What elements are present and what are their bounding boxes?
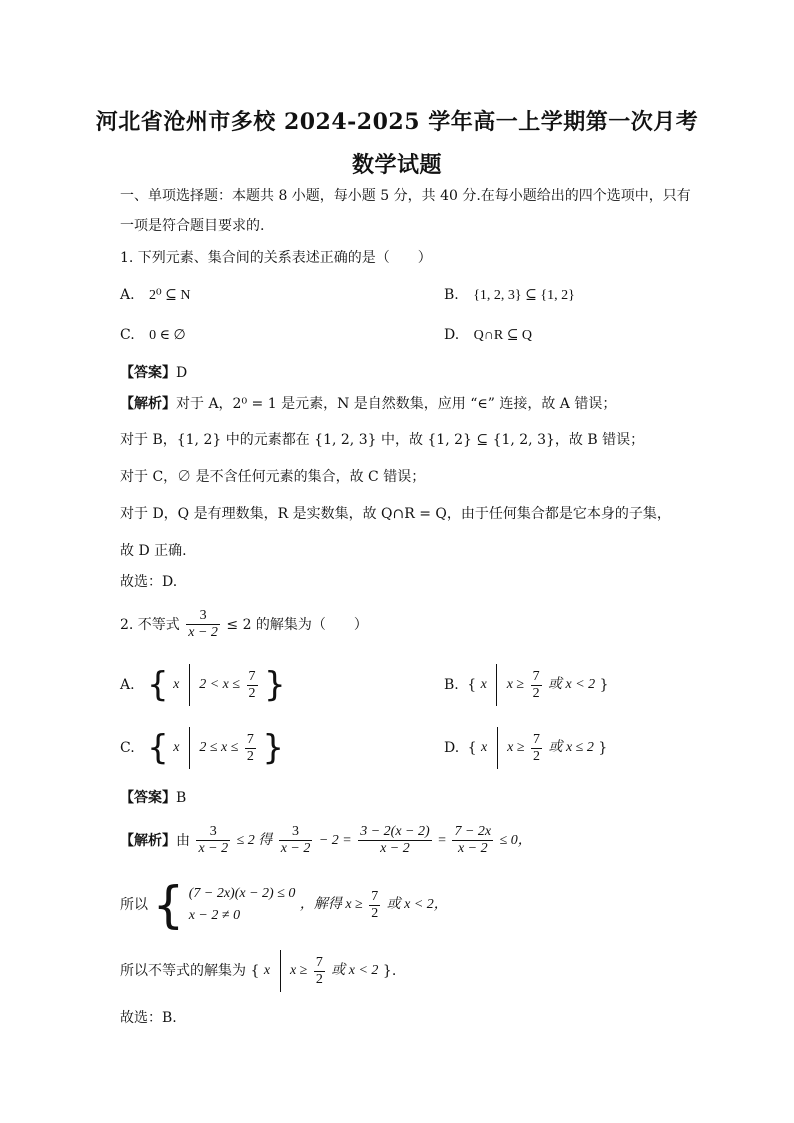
q2-analysis-frac2-num: 3	[292, 824, 300, 839]
q2-option-b-tail: 或 x < 2	[548, 677, 596, 692]
q2-analysis-frac4-den: x − 2	[452, 840, 493, 857]
q1-analysis-b: 对于 B，{1, 2} 中的元素都在 {1, 2, 3} 中，故 {1, 2} ⊆ {1, 2, 3}，故 B 错误；	[120, 432, 645, 448]
q2-option-d	[444, 727, 607, 769]
q1-answer-tag: 【答案】	[120, 365, 176, 381]
q2-analysis-frac2-den: x − 2	[280, 841, 311, 856]
q2-analysis-line1: 【解析】由 $\frac{3}{x - 2}$ ≤ 2 得 $\frac{3}{x - 2}$ − 2 = $\frac{3 - 2(x - 2)}{x - 2}$ = $\frac{7 - 2x}{x - 2}$ ≤ 0，	[120, 824, 532, 856]
q2-analysis-suoyi: 所以	[120, 897, 148, 913]
section-intro-line2: 一项是符合题目要求的.	[120, 218, 265, 234]
page-title: 河北省沧州市多校 2024-2025 学年高一上学期第一次月考	[95, 109, 699, 135]
q2-option-c-x: x	[173, 740, 180, 755]
q2-option-c-lbrace: {	[147, 728, 169, 768]
q2-option-a-x: x	[173, 677, 180, 692]
q1-analysis-a: 对于 A，2⁰ = 1 是元素，N 是自然数集，应用 “∈” 连接，故 A 错误；	[176, 396, 617, 412]
q2-analysis-frac5-den: 2	[371, 905, 379, 921]
q2-option-c-label: C.	[120, 740, 135, 756]
q2-analysis-minus2: − 2 =	[318, 832, 352, 848]
q1-analysis-d-cont: 故 D 正确.	[120, 543, 187, 559]
q2-option-d-cond: x ≥	[507, 740, 525, 755]
q2-option-b-bar	[496, 664, 497, 706]
q2-analysis-le2: ≤ 2 得	[236, 832, 273, 848]
q2-option-b-label: B.	[444, 677, 459, 693]
q1-analysis-line1	[120, 394, 616, 414]
q2-option-a-rbrace: }	[264, 665, 286, 705]
q2-analysis-result-cond: x ≥	[289, 963, 308, 978]
q2-analysis-frac3	[358, 824, 431, 857]
q2-option-b-x: x	[480, 677, 487, 692]
q2-answer-value: B	[176, 790, 187, 806]
q2-option-d-den: 2	[533, 748, 540, 764]
q2-option-d-num: 7	[533, 731, 540, 747]
q2-option-c-bar	[189, 727, 190, 769]
q2-stem-post: ≤ 2 的解集为（ ）	[226, 616, 368, 633]
q2-analysis-result-rbrace: }	[382, 963, 392, 979]
q2-analysis-frac4	[452, 824, 493, 857]
q2-analysis-result-den: 2	[315, 971, 323, 987]
q2-analysis-solve: ，解得 x ≥	[299, 897, 363, 912]
q2-option-b	[444, 664, 609, 706]
q1-analysis-tag: 【解析】	[120, 396, 176, 412]
q1-option-d	[444, 325, 532, 346]
q1-stem: 1. 下列元素、集合间的关系表述正确的是（ ）	[120, 250, 432, 266]
q2-option-a-bar	[189, 664, 190, 706]
q2-analysis-system-brace: {	[152, 876, 185, 934]
q2-option-a-den: 2	[248, 685, 256, 701]
q1-option-a-label: A.	[120, 287, 135, 303]
q2-analysis-line3	[120, 950, 396, 992]
q2-option-c-cond: 2 ≤ x ≤	[199, 740, 239, 755]
q1-option-c-text: 0 ∈ ∅	[149, 328, 186, 343]
q1-analysis-c: 对于 C，∅ 是不含任何元素的集合，故 C 错误；	[120, 469, 426, 485]
q2-answer-tag: 【答案】	[120, 790, 176, 806]
q2-option-d-x: x	[481, 740, 488, 755]
q2-analysis-tag: 【解析】	[120, 832, 176, 849]
q2-analysis-system-row2: x − 2 ≠ 0	[188, 908, 241, 923]
q2-analysis-result-pre: 所以不等式的解集为	[120, 963, 246, 979]
q2-analysis-frac1	[196, 824, 230, 857]
q2-frac-num: 3	[199, 608, 207, 623]
q2-option-a	[120, 664, 286, 706]
q2-analysis-system-row1: (7 − 2x)(x − 2) ≤ 0	[188, 886, 296, 901]
q2-analysis-frac5-num: 7	[371, 888, 379, 904]
q1-option-b	[444, 285, 575, 306]
q2-analysis-result-x: x	[263, 963, 271, 978]
q2-analysis-frac3-num: 3 − 2(x − 2)	[360, 824, 430, 839]
q2-option-a-lbrace: {	[147, 665, 169, 705]
q2-option-d-label: D.	[444, 740, 460, 756]
q2-option-a-fraction	[247, 669, 258, 702]
q2-option-b-num: 7	[532, 668, 540, 684]
q1-answer-value: D	[176, 365, 188, 381]
q2-stem-fraction	[186, 608, 220, 641]
q1-option-c	[120, 325, 186, 346]
q2-analysis-frac4-num: 7 − 2x	[454, 824, 492, 839]
q2-analysis-system	[189, 883, 296, 927]
q2-option-c-den: 2	[246, 748, 254, 764]
q2-analysis-frac5	[369, 889, 380, 922]
q2-analysis-solve-tail: 或 x < 2，	[386, 897, 448, 912]
section-intro-line1: 一、单项选择题：本题共 8 小题，每小题 5 分，共 40 分.在每小题给出的四个选项中，只有	[120, 188, 691, 204]
q1-option-a	[120, 285, 190, 306]
q2-option-d-rbrace: }	[598, 740, 608, 756]
q2-option-a-num: 7	[248, 668, 256, 684]
q2-stem	[120, 608, 368, 641]
q2-option-a-label: A.	[120, 677, 135, 693]
q2-analysis-result-bar	[280, 950, 281, 992]
q2-analysis-result-end: .	[391, 963, 397, 979]
q2-analysis-le0: ≤ 0，	[499, 832, 532, 848]
q1-option-b-text: {1, 2, 3} ⊆ {1, 2}	[473, 288, 575, 303]
q2-option-b-fraction	[531, 669, 542, 702]
q2-analysis-frac2	[279, 824, 313, 857]
q2-analysis-line2	[120, 876, 448, 934]
q2-option-b-den: 2	[532, 685, 540, 701]
q2-option-c	[120, 727, 284, 769]
q2-analysis-result-num: 7	[315, 954, 323, 970]
page-subtitle: 数学试题	[351, 152, 442, 178]
q2-option-b-rbrace: }	[599, 677, 609, 693]
q1-option-b-label: B.	[444, 287, 459, 303]
q2-option-b-cond: x ≥	[506, 677, 525, 692]
q2-option-c-num: 7	[246, 731, 254, 747]
q2-frac-den: x − 2	[188, 625, 218, 640]
q1-option-c-label: C.	[120, 327, 135, 343]
q2-answer	[120, 788, 186, 808]
q1-option-d-label: D.	[444, 327, 460, 343]
q2-analysis-result-lbrace: {	[250, 963, 260, 979]
q2-analysis-pre: 由	[176, 832, 190, 849]
q1-option-a-text: 2⁰ ⊆ N	[149, 288, 191, 303]
q2-option-d-lbrace: {	[467, 740, 477, 756]
q2-stem-pre: 2. 不等式	[120, 616, 180, 633]
q2-analysis-frac3-den: x − 2	[358, 840, 431, 857]
q2-option-d-fraction	[531, 732, 542, 765]
q1-analysis-d: 对于 D，Q 是有理数集，R 是实数集，故 Q∩R = Q，由于任何集合都是它本身的子集，	[120, 506, 671, 522]
q2-option-c-rbrace: }	[262, 728, 284, 768]
q2-option-d-bar	[497, 727, 498, 769]
q2-option-a-cond: 2 < x ≤	[199, 677, 241, 692]
q1-choose: 故选：D.	[120, 574, 178, 590]
q1-option-d-text: Q∩R ⊆ Q	[473, 328, 533, 343]
q2-option-b-lbrace: {	[467, 677, 477, 693]
q1-answer	[120, 363, 187, 383]
q2-analysis-frac1-num: 3	[209, 824, 217, 839]
q2-option-c-fraction	[245, 732, 256, 765]
q2-analysis-result-tail: 或 x < 2	[331, 963, 379, 978]
q2-choose: 故选：B.	[120, 1010, 177, 1026]
q2-option-d-tail: 或 x ≤ 2	[548, 740, 594, 755]
q2-analysis-frac1-den: x − 2	[198, 841, 229, 856]
q2-analysis-result-fraction	[314, 955, 325, 988]
